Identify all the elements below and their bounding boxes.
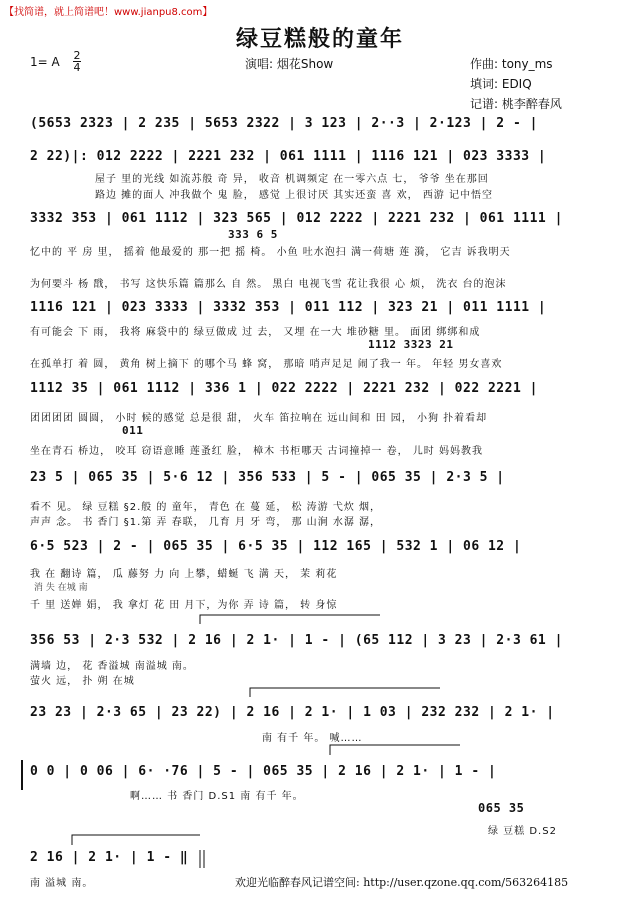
lyric-line-10a: 啊…… 书 香门 D.S1 南 有千 年。 [130, 791, 304, 802]
lyric-line-9a: 南 有千 年。 喊…… [262, 733, 363, 744]
small-lyric-7: 消 失 在城 南 [34, 583, 88, 593]
volta-bracket-3 [330, 745, 460, 755]
lyric-line-4a: 有可能会 下 雨， 我将 麻袋中的 绿豆做成 过 去， 又埋 在一大 堆砂糖 里。 面团 绑绑和成 [30, 327, 481, 338]
score-line-10: 0 0 | 0 06 | 6· ·76 | 5 - | 065 35 | 2 16 | 2 1· | 1 - | [30, 764, 497, 779]
song-title: 绿豆糕般的童年 [235, 26, 404, 52]
score-line-1: (5653 2323 | 2 235 | 5653 2322 | 3 123 | 2··3 | 2·123 | 2 - | [30, 116, 538, 131]
final-bar [200, 850, 204, 868]
singer-credit: 演唱: 烟花Show [245, 57, 334, 71]
time-bottom: 4 [73, 61, 81, 74]
transcriber-credit: 记谱: 桃李醉春风 [470, 97, 562, 111]
lyric-line-11a: 南 溢城 南。 [30, 878, 94, 889]
volta-bracket-4 [72, 835, 200, 845]
lyric-line-7a: 我 在 翻诗 篇， 瓜 藤努 力 向 上攀，蜡蜒 飞 满 天， 茉 莉花 [30, 569, 338, 580]
score-line-8: 356 53 | 2·3 532 | 2 16 | 2 1· | 1 - | (65 112 | 3 23 | 2·3 61 | [30, 633, 563, 648]
score-line-2: 2 22)|: 012 2222 | 2221 232 | 061 1111 | 1116 121 | 023 3333 | [30, 149, 547, 164]
lyric-line-3b: 为何要斗 杨 戬， 书写 这快乐篇 篇那么 自 然。 黑白 电视飞雪 花让我很 心 烦， 洗衣 台的泡沫 [30, 279, 507, 290]
harmony-notes-5: 011 [122, 424, 144, 437]
composer-credit: 作曲: tony_ms [470, 57, 553, 71]
score-line-4: 1116 121 | 023 3333 | 3332 353 | 011 112 | 323 21 | 011 1111 | [30, 300, 547, 315]
lyric-line-6a: 看不 见。 绿 豆糕 §2.般 的 童年， 青色 在 蔓 延， 松 涛游 弋炊 烟， [30, 502, 382, 513]
harmony-notes-3: 333 6 5 [228, 228, 278, 241]
score-line-11: 2 16 | 2 1· | 1 - ‖ [30, 850, 189, 865]
lyric-line-8a: 满墙 边， 花 香溢城 南溢城 南。 [30, 661, 194, 672]
volta-bracket-1 [200, 615, 380, 624]
time-top: 2 [73, 49, 81, 62]
lyric-line-8b: 萤火 远， 扑 朔 在城 [30, 676, 135, 687]
score-line-9: 23 23 | 2·3 65 | 23 22) | 2 16 | 2 1· | 1 03 | 232 232 | 2 1· | [30, 705, 555, 720]
key-signature: 1= A [30, 55, 60, 69]
lyric-line-4b: 在孤单打 着 圆， 黄角 树上摘下 的哪个马 蜂 窝， 那暗 哨声足足 闹了我一 年。 年轻 男女喜欢 [30, 359, 503, 370]
lyric-line-6b: 声声 念。 书 香门 §1.第 弄 春联， 几育 月 牙 弯， 那 山涧 水潺 潺， [30, 517, 382, 528]
score-line-7: 6·5 523 | 2 - | 065 35 | 6·5 35 | 112 165 | 532 1 | 06 12 | [30, 539, 522, 554]
lyricist-credit: 填词: EDIQ [470, 77, 532, 91]
lyric-line-3a: 忆中的 平 房 里， 摇着 他最爱的 那一把 摇 椅。 小鱼 吐水泡扫 满一荷塘 莲 漪， 它吉 诉我明天 [30, 247, 511, 258]
site-banner[interactable]: 【找简谱，就上简谱吧！www.jianpu8.com】 [4, 7, 213, 18]
volta-bracket-2 [250, 688, 440, 697]
score-line-5: 1112 35 | 061 1112 | 336 1 | 022 2222 | 2221 232 | 022 2221 | [30, 381, 538, 396]
harmony-notes-4: 1112 3323 21 [368, 338, 454, 351]
score-line-3: 3332 353 | 061 1112 | 323 565 | 012 2222 | 2221 232 | 061 1111 | [30, 211, 563, 226]
lyric-line-2b: 路边 摊的面人 冲我做个 鬼 脸， 感觉 上很讨厌 其实还蛮 喜 欢， 西游 记中悟空 [95, 190, 493, 201]
lyric-line-2a: 屋子 里的光线 如流苏般 奇 异， 收音 机调频定 在一零六点 七， 爷爷 坐在那回 [95, 174, 489, 185]
lyric-line-7b: 千 里 送婵 娟， 我 拿灯 花 田 月下，为你 弄 诗 篇， 转 身惊 [30, 600, 338, 611]
harmony-notes-10: 065 35 [478, 801, 525, 815]
lyric-line-5b: 坐在青石 桥边， 咬耳 窃语意睡 莲蚤红 脸， 樟木 书柜哪天 古词撞掉一 卷， 儿时 妈妈教我 [30, 446, 483, 457]
score-line-6: 23 5 | 065 35 | 5·6 12 | 356 533 | 5 - | 065 35 | 2·3 5 | [30, 470, 505, 485]
lyric-line-10b: 绿 豆糕 D.S2 [488, 826, 557, 837]
lyric-line-5a: 团团团团 圆圆， 小时 候的感觉 总是很 甜， 火车 笛拉响在 远山间和 田 园， 小狗 扑着看却 [30, 413, 488, 424]
footer-credit[interactable]: 欢迎光临醉春风记谱空间: http://user.qzone.qq.com/563264185 [235, 876, 569, 889]
